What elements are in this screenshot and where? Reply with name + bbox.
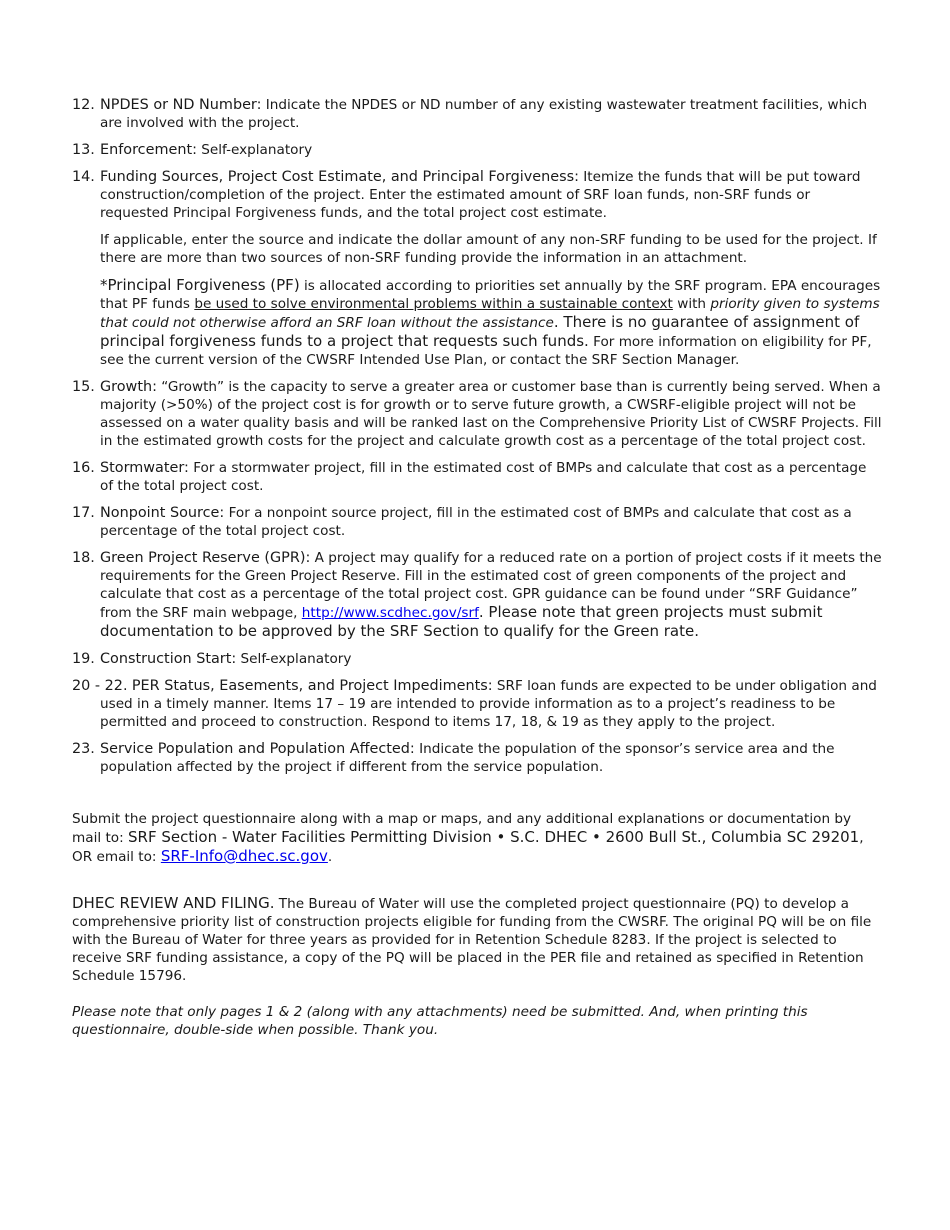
item-heading: Nonpoint Source: xyxy=(100,505,225,521)
submit-text-a: Submit the project questionnaire along with a map or maps, and any additional explanations or documentation by mail to: xyxy=(72,811,852,846)
item-15 xyxy=(72,378,882,450)
submit-text-b: , OR email to: xyxy=(72,830,864,865)
item-14-pf-paragraph xyxy=(100,276,882,369)
item-heading: PER Status, Easements, and Project Impediments: xyxy=(131,678,493,694)
item-text: Self-explanatory xyxy=(240,651,352,667)
item-text: Indicate the population of the sponsor’s service area and the population affected by the project if different from the service population. xyxy=(100,741,835,775)
item-number: 16. xyxy=(72,460,95,476)
submit-instructions xyxy=(72,810,882,866)
pf-text-c: . There is no guarantee of assignment of principal forgiveness funds to a project that requests such funds. xyxy=(100,313,860,350)
item-heading: Enforcement: xyxy=(100,142,197,158)
submit-text-c: . xyxy=(327,849,333,865)
item-18 xyxy=(72,549,882,641)
item-number: 12. xyxy=(72,97,95,113)
pf-italic: priority given to systems that could not otherwise afford an SRF loan without the assistance xyxy=(100,296,880,331)
item-text: “Growth” is the capacity to serve a greater area or customer base than is currently being served. When a majority (>50%) of the project cost is for growth or to serve future growth, a CWSRF-eligible project will not be assessed on a water quality basis and will be ranked last on the Comprehensive Priority List of CWSRF Projects. Fill in the estimated growth costs for the project and calculate growth cost as a percentage of the total project cost. xyxy=(100,379,882,449)
item-23 xyxy=(72,740,882,776)
item-number: 15. xyxy=(72,379,95,395)
item-text: Self-explanatory xyxy=(201,142,313,158)
item-20-22 xyxy=(72,677,882,731)
review-heading: DHEC REVIEW AND FILING. xyxy=(72,894,275,912)
item-number: 19. xyxy=(72,651,95,667)
item-number: 20 - 22. xyxy=(72,678,128,694)
item-heading: NPDES or ND Number: xyxy=(100,97,262,113)
review-and-filing xyxy=(72,894,882,985)
submission-note: Please note that only pages 1 & 2 (along with any attachments) need be submitted. And, when printing this questionnaire, double-side when possible. Thank you. xyxy=(72,1004,808,1038)
item-number: 18. xyxy=(72,550,95,566)
srf-webpage-link[interactable]: http://www.scdhec.gov/srf xyxy=(301,605,479,621)
item-text: Itemize the funds that will be put toward construction/completion of the project. Enter the estimated amount of SRF loan funds, non-SRF funds or requested Principal Forgiveness funds, and the total project cost estimate. xyxy=(100,169,861,221)
item-heading: Growth: xyxy=(100,379,157,395)
item-17 xyxy=(72,504,882,540)
item-16 xyxy=(72,459,882,495)
email-link[interactable]: SRF-Info@dhec.sc.gov xyxy=(160,847,328,865)
item-text: A project may qualify for a reduced rate on a portion of project costs if it meets the requirements for the Green Project Reserve. Fill in the estimated cost of green components of the project and calculate that cost as a percentage of the total project cost. GPR guidance can be found under “SRF Guidance” from the SRF main webpage, xyxy=(100,550,882,621)
item-heading: Funding Sources, Project Cost Estimate, and Principal Forgiveness: xyxy=(100,169,579,185)
item-13 xyxy=(72,141,882,159)
item-text: SRF loan funds are expected to be under obligation and used in a timely manner. Items 17 – 19 are intended to provide information as to a project’s readiness to be permitted and proceed to construction. Respond to items 17, 18, & 19 as they apply to the project. xyxy=(100,678,877,730)
pf-lead: *Principal Forgiveness (PF) xyxy=(100,276,300,294)
item-12 xyxy=(72,96,882,132)
item-heading: Green Project Reserve (GPR): xyxy=(100,550,311,566)
mailing-address: SRF Section - Water Facilities Permitting Division • S.C. DHEC • 2600 Bull St., Columbia SC 29201 xyxy=(128,828,860,846)
item-heading: Stormwater: xyxy=(100,460,189,476)
pf-underlined: be used to solve environmental problems within a sustainable context xyxy=(194,296,673,312)
pf-text-d: For more information on eligibility for PF, see the current version of the CWSRF Intended Use Plan, or contact the SRF Section Manager. xyxy=(100,334,872,368)
item-text: For a nonpoint source project, fill in the estimated cost of BMPs and calculate that cost as a percentage of the total project cost. xyxy=(100,505,852,539)
item-19 xyxy=(72,650,882,668)
item-text: For a stormwater project, fill in the estimated cost of BMPs and calculate that cost as a percentage of the total project cost. xyxy=(100,460,867,494)
item-heading: Service Population and Population Affected: xyxy=(100,741,415,757)
item-14 xyxy=(72,168,882,369)
item-number: 23. xyxy=(72,741,95,757)
document-page xyxy=(72,96,882,1039)
pf-text-a: is allocated according to priorities set annually by the SRF program. EPA encourages that PF funds xyxy=(100,278,881,312)
review-text: The Bureau of Water will use the completed project questionnaire (PQ) to develop a comprehensive priority list of construction projects eligible for funding from the CWSRF. The original PQ will be on file with the Bureau of Water for three years as provided for in Retention Schedule 8283. If the project is selected to receive SRF funding assistance, a copy of the PQ will be placed in the PER file and retained as specified in Retention Schedule 15796. xyxy=(72,896,872,984)
item-heading: Construction Start: xyxy=(100,651,237,667)
item-14-nonsrf-paragraph: If applicable, enter the source and indicate the dollar amount of any non-SRF funding to be used for the project. If there are more than two sources of non-SRF funding provide the information in an attachment. xyxy=(100,232,877,266)
item-number: 13. xyxy=(72,142,95,158)
pf-text-b: with xyxy=(672,296,711,312)
item-number: 17. xyxy=(72,505,95,521)
item-number: 14. xyxy=(72,169,95,185)
item-text: Indicate the NPDES or ND number of any existing wastewater treatment facilities, which are involved with the project. xyxy=(100,97,868,131)
item-text-b: . Please note that green projects must submit documentation to be approved by the SRF Section to qualify for the Green rate. xyxy=(100,603,823,640)
